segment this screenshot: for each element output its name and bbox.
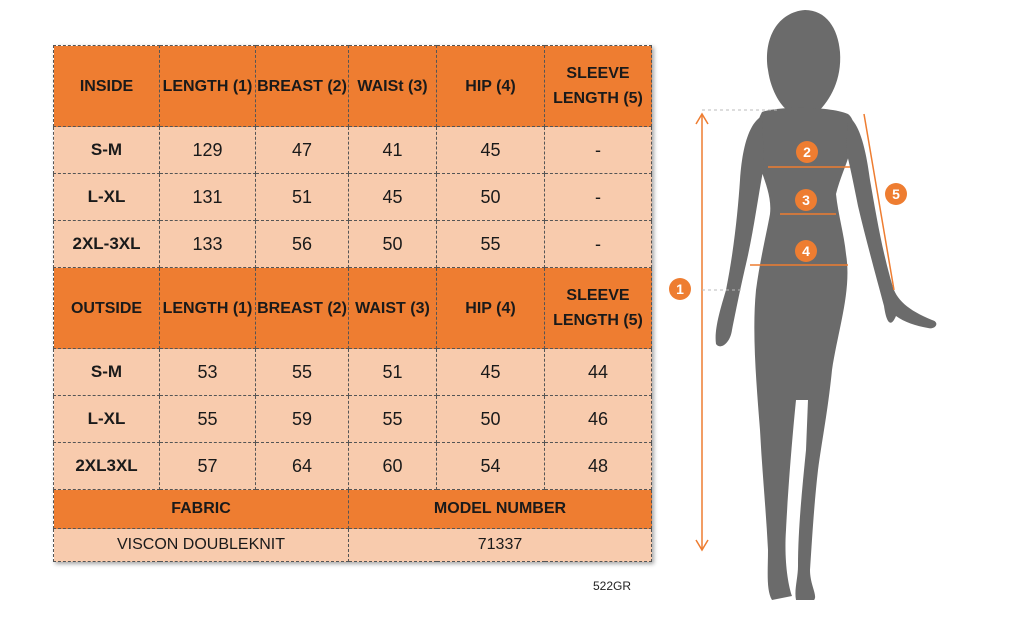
size-label: 2XL-3XL <box>54 221 160 268</box>
breast-value: 59 <box>256 396 349 443</box>
model-number-label: MODEL NUMBER <box>349 490 652 529</box>
marker-breast <box>796 141 818 163</box>
hip-value: 50 <box>437 174 545 221</box>
inside-breast-header: BREAST (2) <box>256 46 349 127</box>
outside-header-row <box>54 268 652 349</box>
size-label: L-XL <box>54 174 160 221</box>
waist-value: 41 <box>349 127 437 174</box>
size-label: S-M <box>54 127 160 174</box>
size-chart-table <box>53 45 652 562</box>
inside-header-row <box>54 46 652 127</box>
sleeve-value: - <box>545 127 652 174</box>
marker-breast-label: 2 <box>803 144 811 160</box>
sleeve-value: 44 <box>545 349 652 396</box>
inside-sleeve-header: SLEEVE LENGTH (5) <box>545 46 652 127</box>
length-value: 131 <box>160 174 256 221</box>
inside-section-label: INSIDE <box>54 46 160 127</box>
marker-waist-label: 3 <box>802 192 810 208</box>
breast-value: 51 <box>256 174 349 221</box>
length-value: 133 <box>160 221 256 268</box>
outside-hip-header: HIP (4) <box>437 268 545 349</box>
footer-value-row <box>54 529 652 562</box>
table-row <box>54 396 652 443</box>
hip-value: 45 <box>437 127 545 174</box>
body-silhouette <box>716 10 937 600</box>
inside-hip-header: HIP (4) <box>437 46 545 127</box>
waist-value: 50 <box>349 221 437 268</box>
marker-length <box>669 278 691 300</box>
outside-sleeve-header: SLEEVE LENGTH (5) <box>545 268 652 349</box>
fabric-label: FABRIC <box>54 490 349 529</box>
size-label: 2XL3XL <box>54 443 160 490</box>
length-value: 53 <box>160 349 256 396</box>
breast-value: 47 <box>256 127 349 174</box>
marker-length-label: 1 <box>676 281 684 297</box>
marker-sleeve <box>885 183 907 205</box>
outside-length-header: LENGTH (1) <box>160 268 256 349</box>
length-value: 55 <box>160 396 256 443</box>
waist-value: 55 <box>349 396 437 443</box>
breast-value: 56 <box>256 221 349 268</box>
length-value: 129 <box>160 127 256 174</box>
hip-value: 45 <box>437 349 545 396</box>
table-row <box>54 221 652 268</box>
footer-header-row <box>54 490 652 529</box>
sleeve-value: 48 <box>545 443 652 490</box>
hip-value: 55 <box>437 221 545 268</box>
marker-hip <box>795 240 817 262</box>
inside-length-header: LENGTH (1) <box>160 46 256 127</box>
sleeve-value: - <box>545 174 652 221</box>
waist-value: 45 <box>349 174 437 221</box>
table-row <box>54 127 652 174</box>
product-code: 522GR <box>593 579 632 593</box>
breast-value: 55 <box>256 349 349 396</box>
length-value: 57 <box>160 443 256 490</box>
marker-waist <box>795 189 817 211</box>
sleeve-value: - <box>545 221 652 268</box>
size-label: L-XL <box>54 396 160 443</box>
table-row <box>54 443 652 490</box>
outside-breast-header: BREAST (2) <box>256 268 349 349</box>
fabric-value: VISCON DOUBLEKNIT <box>54 529 349 562</box>
outside-section-label: OUTSIDE <box>54 268 160 349</box>
sleeve-value: 46 <box>545 396 652 443</box>
waist-value: 51 <box>349 349 437 396</box>
outside-waist-header: WAIST (3) <box>349 268 437 349</box>
hip-value: 54 <box>437 443 545 490</box>
waist-value: 60 <box>349 443 437 490</box>
size-label: S-M <box>54 349 160 396</box>
hip-value: 50 <box>437 396 545 443</box>
marker-hip-label: 4 <box>802 243 810 259</box>
table-row <box>54 349 652 396</box>
body-measurement-figure <box>660 0 960 628</box>
table-row <box>54 174 652 221</box>
breast-value: 64 <box>256 443 349 490</box>
inside-waist-header: WAISt (3) <box>349 46 437 127</box>
marker-sleeve-label: 5 <box>892 186 900 202</box>
model-number-value: 71337 <box>349 529 652 562</box>
